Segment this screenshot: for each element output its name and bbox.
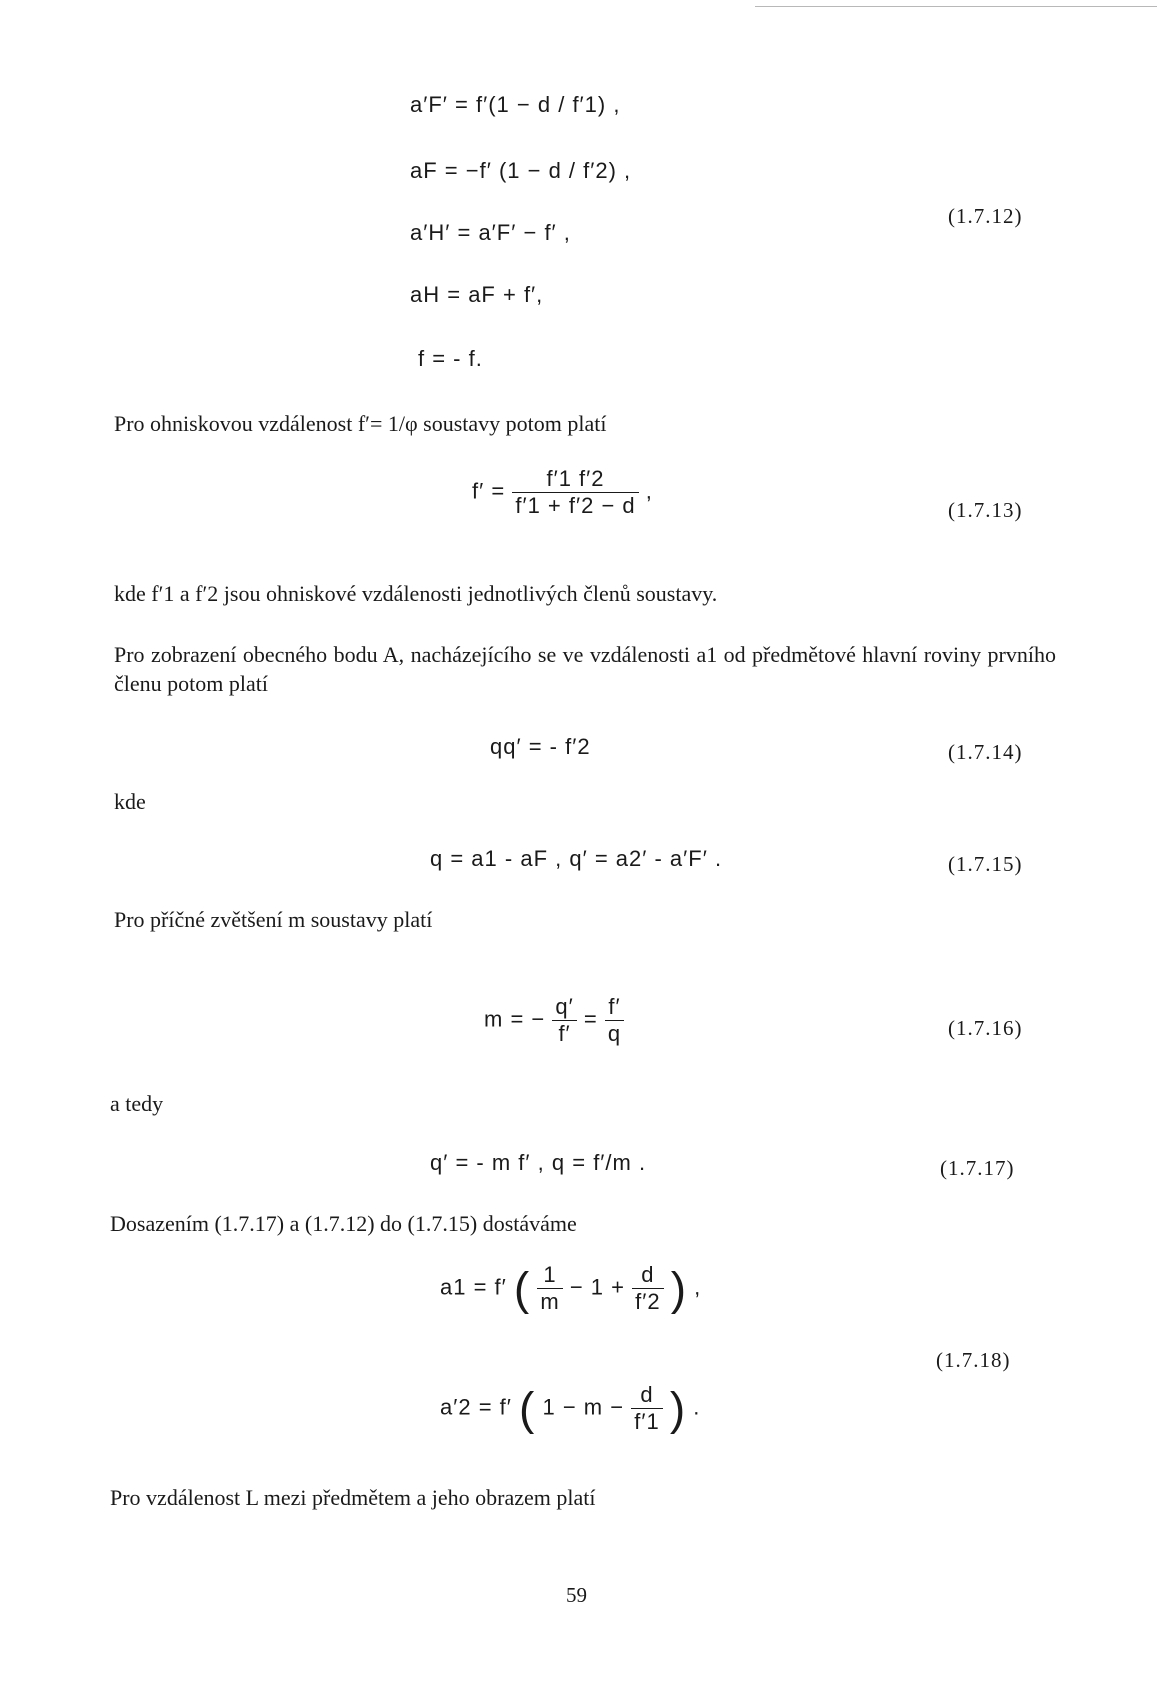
equation-1-7-16-f2-denominator: q [607,1021,622,1046]
equation-1-7-13-lhs: f′ = [472,478,506,504]
equation-1-7-12-line5: f = - f. [418,346,483,371]
equation-1-7-13-numerator: f′1 f′2 [512,466,638,493]
left-paren: ( [519,1382,536,1435]
equation-1-7-13-denominator: f′1 + f′2 − d [515,493,636,518]
paragraph-kde-f: kde f′1 a f′2 jsou ohniskové vzdálenosti jednotlivých členů soustavy. [114,581,718,606]
equation-number-1-7-16: (1.7.16) [948,1016,1023,1040]
equation-1-7-18-l2-lhs: a′2 = f′ [440,1394,512,1420]
paragraph-pricne-zvetseni: Pro příčné zvětšení m soustavy platí [114,907,433,932]
equation-1-7-16-fraction-2 [605,994,624,1047]
left-paren: ( [513,1262,531,1315]
equation-1-7-12-line3: a′H′ = a′F′ − f′ , [410,220,571,245]
paragraph-focal-length: Pro ohniskovou vzdálenost f′= 1/φ soustavy potom platí [114,411,607,436]
equation-1-7-18-l1-fraction-2 [632,1262,663,1315]
paragraph-vzdalenost: Pro vzdálenost L mezi předmětem a jeho obrazem platí [110,1485,596,1510]
paragraph-a-tedy: a tedy [110,1091,164,1116]
equation-1-7-16-f1-numerator: q′ [552,994,576,1021]
equation-1-7-16-f1-denominator: f′ [558,1021,571,1046]
equation-number-1-7-12: (1.7.12) [948,204,1023,228]
equation-1-7-16-mid: = [583,1006,598,1032]
equation-1-7-17: q′ = - m f′ , q = f′/m . [430,1150,647,1175]
equation-1-7-18-l2-f-numerator: d [631,1382,662,1409]
equation-1-7-13-tail: , [645,478,653,504]
equation-1-7-18-l2-tail: . [693,1394,701,1420]
equation-1-7-18-l1-f2-denominator: f′2 [635,1289,661,1314]
paragraph-dosazenim: Dosazením (1.7.17) a (1.7.12) do (1.7.15) dostáváme [110,1211,577,1236]
equation-number-1-7-15: (1.7.15) [948,852,1023,876]
page-number: 59 [566,1583,587,1607]
equation-number-1-7-17: (1.7.17) [940,1156,1015,1180]
paragraph-kde: kde [114,789,146,814]
equation-1-7-13-fraction [512,466,638,519]
equation-1-7-18-l2-fraction [631,1382,662,1435]
right-paren: ) [669,1382,687,1435]
equation-1-7-12-line2: aF = −f′ (1 − d / f′2) , [410,158,632,183]
right-paren: ) [670,1262,688,1315]
equation-1-7-13 [472,466,653,519]
equation-1-7-18-l2-mid: 1 − m − [542,1394,625,1420]
equation-1-7-18-l1-f2-numerator: d [632,1262,663,1289]
equation-1-7-18-line1 [440,1262,701,1315]
equation-1-7-18-l1-f1-denominator: m [540,1289,560,1314]
equation-number-1-7-13: (1.7.13) [948,498,1023,522]
equation-1-7-18-line2 [440,1382,700,1435]
equation-1-7-14: qq′ = - f′2 [490,734,591,759]
equation-1-7-18-l1-tail: , [694,1274,702,1300]
equation-1-7-16 [484,994,624,1047]
equation-1-7-18-l1-mid: − 1 + [569,1274,625,1300]
equation-1-7-18-l2-f-denominator: f′1 [634,1409,660,1434]
equation-number-1-7-18: (1.7.18) [936,1348,1011,1372]
equation-1-7-16-f2-numerator: f′ [605,994,624,1021]
equation-1-7-18-l1-lhs: a1 = f′ [440,1274,507,1300]
equation-1-7-12-line4: aH = aF + f′, [410,282,544,307]
equation-1-7-18-l1-f1-numerator: 1 [537,1262,562,1289]
equation-1-7-16-lhs: m = − [484,1006,546,1032]
paragraph-zobrazeni: Pro zobrazení obecného bodu A, nacházejícího se ve vzdálenosti a1 od předmětové hlavní roviny prvního členu potom platí [114,642,1056,696]
equation-1-7-18-l1-fraction-1 [537,1262,562,1315]
equation-1-7-12-line1: a′F′ = f′(1 − d / f′1) , [410,92,621,117]
equation-1-7-15: q = a1 - aF , q′ = a2′ - a′F′ . [430,846,723,871]
equation-number-1-7-14: (1.7.14) [948,740,1023,764]
equation-1-7-16-fraction-1 [552,994,576,1047]
top-rule [755,6,1157,7]
